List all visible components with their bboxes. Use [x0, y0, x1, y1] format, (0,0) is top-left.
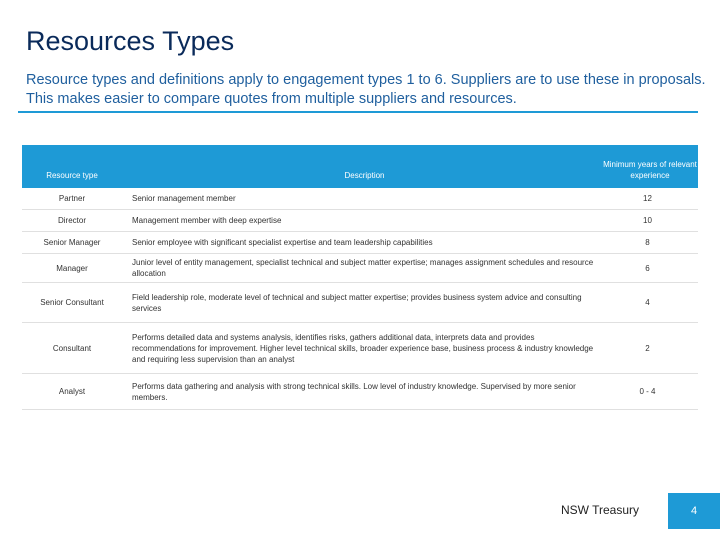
cell-min-years: 4	[645, 298, 650, 307]
cell-min-years: 8	[645, 238, 650, 247]
title-divider	[18, 111, 698, 113]
page-title: Resources Types	[26, 26, 235, 56]
cell-description: Management member with deep expertise	[132, 216, 282, 225]
cell-resource-type: Senior Consultant	[40, 298, 104, 307]
table-row	[22, 210, 698, 232]
cell-min-years: 12	[643, 194, 652, 203]
footer-org: NSW Treasury	[561, 503, 640, 517]
cell-min-years: 6	[645, 263, 650, 273]
cell-min-years: 10	[643, 216, 652, 225]
header-description: Description	[344, 171, 385, 180]
cell-description: Performs data gathering and analysis with strong technical skills. Low level of industry knowledge. Supervised by more senior members.	[132, 381, 576, 402]
table-row	[22, 283, 698, 323]
cell-description: Senior management member	[132, 194, 236, 203]
table-row	[22, 254, 698, 283]
table-header	[22, 145, 698, 188]
cell-resource-type: Manager	[56, 263, 88, 273]
table-row	[22, 232, 698, 254]
cell-description: Junior level of entity management, specialist technical and subject matter expertise; manages assignment schedules and resource allocation	[132, 258, 594, 278]
table-row	[22, 323, 698, 374]
table-row	[22, 188, 698, 210]
resource-types-table	[22, 145, 698, 410]
cell-resource-type: Director	[57, 216, 86, 225]
cell-description: Senior employee with significant specialist expertise and team leadership capabilities	[132, 238, 433, 247]
header-min-years: Minimum years of relevant experience	[603, 160, 697, 180]
cell-min-years: 2	[645, 343, 650, 353]
cell-description: Performs detailed data and systems analysis, identifies risks, gathers additional data, interprets data and provides recommendations for improvement. Higher level technical skills, broader experience base, business process & industry knowledge and requiring less supervision than an analyst	[132, 332, 594, 364]
cell-resource-type: Partner	[58, 194, 86, 203]
cell-min-years: 0 - 4	[639, 387, 656, 396]
table-row	[22, 374, 698, 410]
header-resource-type: Resource type	[46, 171, 98, 180]
cell-resource-type: Senior Manager	[43, 238, 101, 247]
cell-description: Field leadership role, moderate level of technical and subject matter expertise; provides business system advice and consulting services	[132, 292, 582, 313]
cell-resource-type: Consultant	[52, 343, 92, 353]
page-subtitle: Resource types and definitions apply to engagement types 1 to 6. Suppliers are to use these in proposals. This makes easier to compare quotes from multiple suppliers and resources.	[26, 72, 706, 107]
cell-resource-type: Analyst	[58, 387, 86, 396]
page-number: 4	[668, 493, 720, 529]
